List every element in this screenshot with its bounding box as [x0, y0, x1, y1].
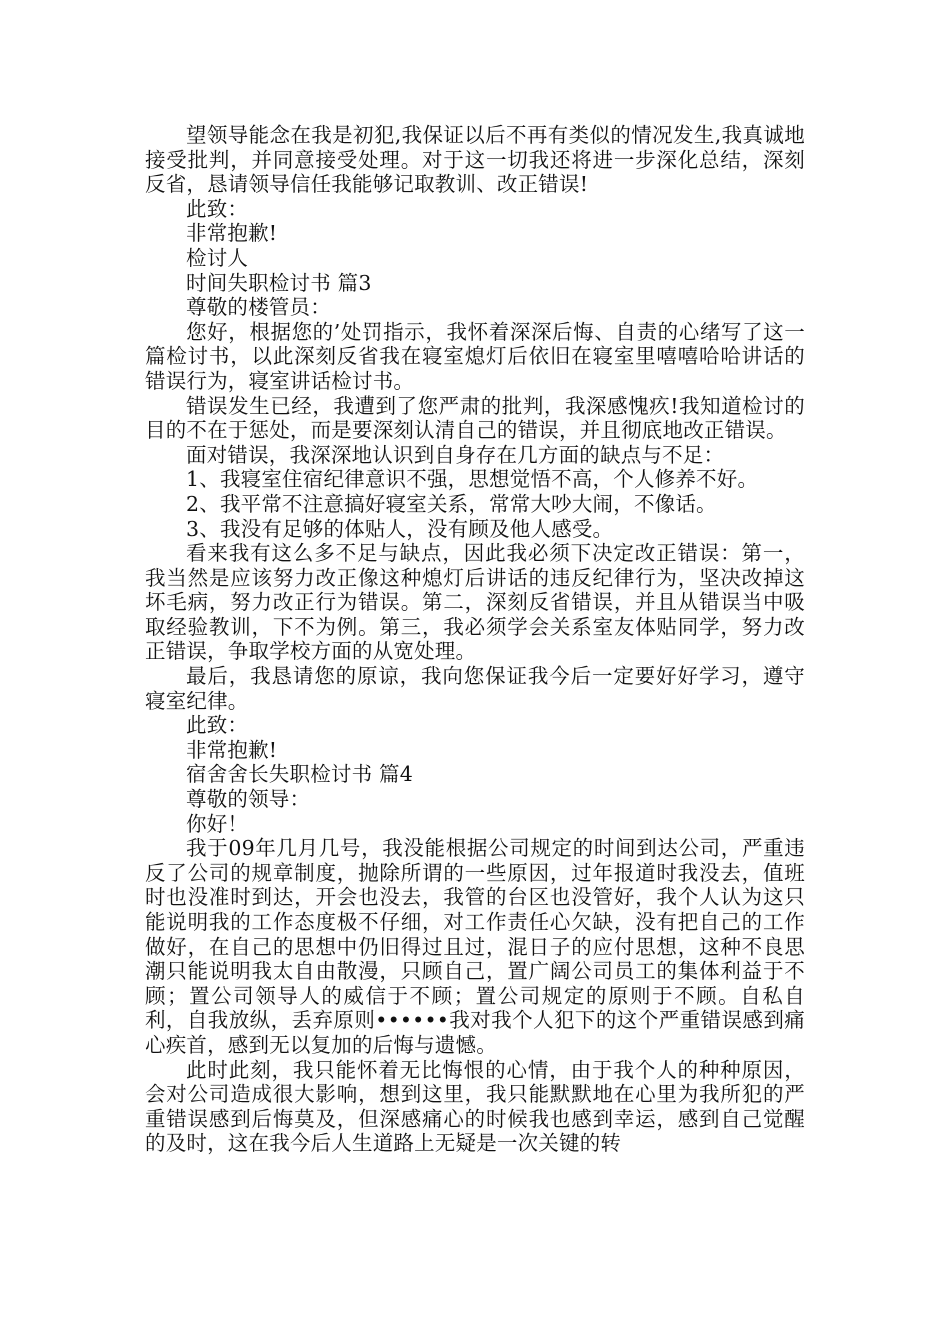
salutation-cizhi-2: 此致：	[186, 713, 249, 738]
greeting-hello: 你好！	[186, 811, 249, 836]
paragraph-lateness: 我于09年几月几号，我没能根据公司规定的时间到达公司，严重违反了公司的规章制度，抛除所谓的一些原因，过年报道时我没去，值班时也没准时到达，开会也没去，我管的台区也没管好，我个人认为这只能说明我的工作态度极不仔细，对工作责任心欠缺，没有把自己的工作做好，在自己的思想中仍旧得过且过，混日子的应付思想，这种不良思潮只能说明我太自由散漫，只顾自己，置广阔公司员工的集体利益于不顾；置公司领导人的威信于不顾；置公司规定的原则于不顾。自私自利，自我放纵，丢弃原则••••••我对我个人犯下的这个严重错误感到痛心疾首，感到无以复加的后悔与遗憾。	[145, 836, 805, 1057]
list-item-1: 1、我寝室住宿纪律意识不强，思想觉悟不高，个人修养不好。	[186, 467, 759, 492]
paragraph-mistake: 错误发生已经，我遭到了您严肃的批判，我深感愧疚!我知道检讨的目的不在于惩处，而是要深刻认清自己的错误，并且彻底地改正错误。	[145, 393, 805, 443]
closing-sorry-2: 非常抱歉!	[186, 737, 278, 762]
document-page	[145, 123, 805, 1156]
section-title-4: 宿舍舍长失职检讨书 篇4	[186, 762, 413, 787]
paragraph-shortcomings-intro: 面对错误，我深深地认识到自身存在几方面的缺点与不足：	[186, 442, 725, 467]
paragraph-regret: 此时此刻，我只能怀着无比悔恨的心情，由于我个人的种种原因，会对公司造成很大影响，想到这里，我只能默默地在心里为我所犯的严重错误感到后悔莫及，但深感痛心的时候我也感到幸运，感到自己觉醒的及时，这在我今后人生道路上无疑是一次关键的转	[145, 1057, 805, 1156]
list-item-2: 2、我平常不注意搞好寝室关系，常常大吵大闹，不像话。	[186, 491, 717, 516]
list-item-3: 3、我没有足够的体贴人，没有顾及他人感受。	[186, 516, 614, 541]
paragraph-corrections: 看来我有这么多不足与缺点，因此我必须下决定改正错误：第一，我当然是应该努力改正像这种熄灯后讲话的违反纪律行为，坚决改掉这坏毛病，努力改正行为错误。第二，深刻反省错误，并且从错误当中吸取经验教训，下不为例。第三，我必须学会关系室友体贴同学，努力改正错误，争取学校方面的从宽处理。	[145, 541, 805, 664]
closing-sorry: 非常抱歉!	[186, 221, 278, 246]
salutation-cizhi: 此致：	[186, 196, 249, 221]
paragraph-finally: 最后，我恳请您的原谅，我向您保证我今后一定要好好学习，遵守寝室纪律。	[145, 664, 805, 713]
paragraph-intro: 您好，根据您的’处罚指示，我怀着深深后悔、自责的心绪写了这一篇检讨书，以此深刻反省我在寝室熄灯后依旧在寝室里嘻嘻哈哈讲话的错误行为，寝室讲话检讨书。	[145, 319, 805, 393]
paragraph-apology-closing: 望领导能念在我是初犯,我保证以后不再有类似的情况发生,我真诚地接受批判，并同意接受处理。对于这一切我还将进一步深化总结，深刻反省，恳请领导信任我能够记取教训、改正错误!	[145, 123, 805, 197]
greeting-leader: 尊敬的领导：	[186, 787, 311, 812]
signature-label: 检讨人	[186, 245, 249, 270]
section-title-3: 时间失职检讨书 篇3	[186, 270, 372, 295]
greeting-dorm-manager: 尊敬的楼管员：	[186, 295, 331, 320]
